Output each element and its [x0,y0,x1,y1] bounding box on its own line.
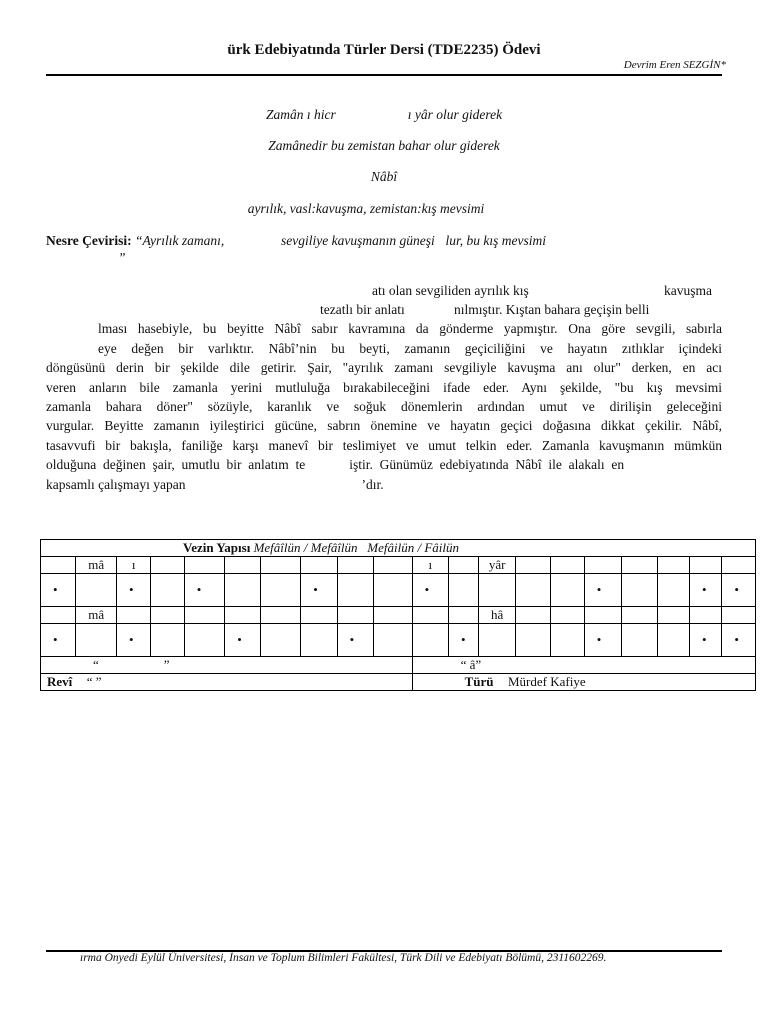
meter-dot-cell [479,574,515,607]
syllable-cell [449,607,479,624]
turu-cell [412,674,755,691]
syllable-cell: mâ [76,607,117,624]
syllable-cell: hâ [479,607,515,624]
syllable-cell [584,607,621,624]
syllable-cell [689,557,721,574]
meter-dot-cell [515,574,550,607]
analysis-line-10-a: olduğuna değinen şair, umutlu bir anlatım te [46,457,306,472]
syllable-cell [337,557,373,574]
meter-dot-cell: • [584,624,621,657]
syllable-cell: yâr [479,557,515,574]
analysis-line-10 [46,457,722,473]
prose-text-c: lur, bu kış mevsimi [445,233,546,248]
revi-label: Revî [47,674,73,689]
syllable-cell [515,607,550,624]
meter-dot-cell [622,574,657,607]
syllable-cell [225,607,260,624]
meter-dot-cell [260,624,301,657]
analysis-line-10-b: iştir. Günümüz edebiyatında Nâbî ile alakalı en [349,457,625,472]
meter-dot-cell: • [584,574,621,607]
meter-dot-cell [449,574,479,607]
syllable-cell [412,607,448,624]
analysis-line-11-a: kapsamlı çalışmayı yapan [46,477,186,492]
syllable-cell [515,557,550,574]
meter-dot-cell: • [722,574,756,607]
analysis-line-2-b: nılmıştır. Kıştan bahara geçişin belli [454,302,650,317]
meter-dot-cell [479,624,515,657]
meter-dot-cell: • [41,624,76,657]
meter-dot-cell [657,574,689,607]
syllable-cell [584,557,621,574]
syllable-cell [337,607,373,624]
meter-dot-cell [225,574,260,607]
rhyme-left: “ ” [93,657,170,672]
prose-closing-quote: ” [118,250,126,265]
meter-dot-cell [622,624,657,657]
meter-dot-cell [374,574,412,607]
syllable-cell [622,607,657,624]
analysis-line-6: veren anların bile zamanla yerini mutluluğa bırakabileceğini ifade eder. Aynı şekilde, "bu kış mevsimi [46,380,722,395]
meter-dot-cell [412,624,448,657]
syllable-cell [551,607,584,624]
analysis-line-3: lması hasebiyle, bu beyitte Nâbî sabır kavramına da gönderme yapmıştır. Ona göre sevgili, sabırla [98,321,722,336]
meter-dot-cell: • [689,574,721,607]
syllable-cell [657,607,689,624]
meter-dot-cell: • [184,574,225,607]
revi-value: “ ” [86,674,102,689]
analysis-line-11-b: ’dır. [361,477,384,492]
syllable-cell [722,557,756,574]
meter-header-cell [41,540,756,557]
meter-dot-cell: • [689,624,721,657]
meter-dot-cell [374,624,412,657]
prose-label: Nesre Çevirisi: [46,233,132,248]
analysis-line-9: tasavvufi bir bakışla, faniliğe karşı manevî bir teslimiyet ve umut telkin eder. Zamanla kavuşmanın mümkün [46,438,722,453]
header-rule [46,74,722,76]
meter-dot-cell: • [225,624,260,657]
meter-dot-cell [337,574,373,607]
footer-note: ırma Onyedi Eylül Üniversitesi, İnsan ve Toplum Bilimleri Fakültesi, Türk Dili ve Edebiyatı Bölümü, 2311602269. [80,952,607,964]
verse-line-1-b: ı yâr olur giderek [407,107,503,122]
meter-dot-cell: • [41,574,76,607]
meter-dot-cell [184,624,225,657]
syllable-cell [301,607,337,624]
syllable-cell [41,557,76,574]
analysis-line-1-b: kavuşma [664,283,712,298]
revi-row [41,674,756,691]
syllable-cell [374,557,412,574]
meter-dot-cell: • [116,624,150,657]
syllable-cell: ı [412,557,448,574]
meter-dot-cell [301,624,337,657]
analysis-line-1-a: atı olan sevgiliden ayrılık kış [372,283,529,298]
rhyme-right-cell [412,657,755,674]
document-title: ürk Edebiyatında Türler Dersi (TDE2235) Ödevi [227,42,541,58]
rhyme-right: “ â” [460,657,482,672]
meter-dot-cell [515,624,550,657]
meter-dot-cell [551,624,584,657]
syllable-cell [622,557,657,574]
meter-dot-cell: • [301,574,337,607]
meter-dot-cell [657,624,689,657]
analysis-line-8: vurgular. Beyitte zamanın iyileştirici gücüne, sabrın önemine ve hayatın geçici doğasına dikkat çekilir. Nâbî, [46,418,722,433]
syllable-cell [689,607,721,624]
syllable-row-2 [41,607,756,624]
syllable-cell [41,607,76,624]
meter-table [40,539,756,691]
syllable-row-1 [41,557,756,574]
meter-dot-cell: • [337,624,373,657]
poet-name: Nâbî [370,169,398,184]
syllable-cell [225,557,260,574]
meter-dot-cell: • [449,624,479,657]
syllable-cell [449,557,479,574]
rhyme-left-cell [41,657,413,674]
analysis-line-5: döngüsünü derin bir şekilde dile getirir. Şair, "ayrılık zamanı sevgiliyle kavuşma anı olur" derken, en acı [46,360,722,375]
analysis-line-2-a: tezatlı bir anlatı [320,302,405,317]
prose-text-a: “Ayrılık zamanı, [134,233,225,248]
rhyme-row [41,657,756,674]
syllable-cell [551,557,584,574]
syllable-cell [374,607,412,624]
meter-dot-cell: • [412,574,448,607]
syllable-cell [184,607,225,624]
analysis-line-7: zamanla bahara döner" sözüyle, karanlık ve soğuk dönemlerin ardından umut ve dirilişin geleceğini [46,399,722,414]
dot-row-2 [41,624,756,657]
verse-line-1 [0,107,768,123]
revi-cell [41,674,413,691]
author-name: Devrim Eren SEZGİN* [623,59,726,71]
syllable-cell [151,557,184,574]
glossary-line: ayrılık, vasl:kavuşma, zemistan:kış mevsimi [247,201,485,216]
syllable-cell [657,557,689,574]
meter-value: Mefâîlün / Mefâîlün Mefâilün / Fâilün [253,540,460,555]
meter-dot-cell [260,574,301,607]
meter-dot-cell [151,624,184,657]
meter-header-row [41,540,756,557]
meter-dot-cell [551,574,584,607]
meter-dot-cell [151,574,184,607]
meter-dot-cell [76,574,117,607]
meter-dot-cell: • [116,574,150,607]
verse-line-1-a: Zamân ı hicr [265,107,336,122]
verse-line-2: Zamânedir bu zemistan bahar olur giderek [268,138,500,153]
syllable-cell [184,557,225,574]
analysis-line-11 [46,477,384,493]
turu-value: Mürdef Kafiye [507,674,586,689]
prose-translation [46,233,546,249]
prose-text-b: sevgiliye kavuşmanın güneşi [281,233,435,248]
dot-row-1 [41,574,756,607]
syllable-cell [722,607,756,624]
meter-dot-cell [76,624,117,657]
syllable-cell: ı [116,557,150,574]
syllable-cell [151,607,184,624]
meter-dot-cell: • [722,624,756,657]
analysis-line-4: eye değen bir varlıktır. Nâbî’nin bu beyti, zamanın geçiciliğini ve hayatın zıtlıklar içindeki [98,341,722,356]
meter-label: Vezin Yapısı [183,540,251,555]
syllable-cell [116,607,150,624]
turu-label: Türü [464,674,494,689]
syllable-cell [260,557,301,574]
syllable-cell [260,607,301,624]
syllable-cell: mâ [76,557,117,574]
syllable-cell [301,557,337,574]
